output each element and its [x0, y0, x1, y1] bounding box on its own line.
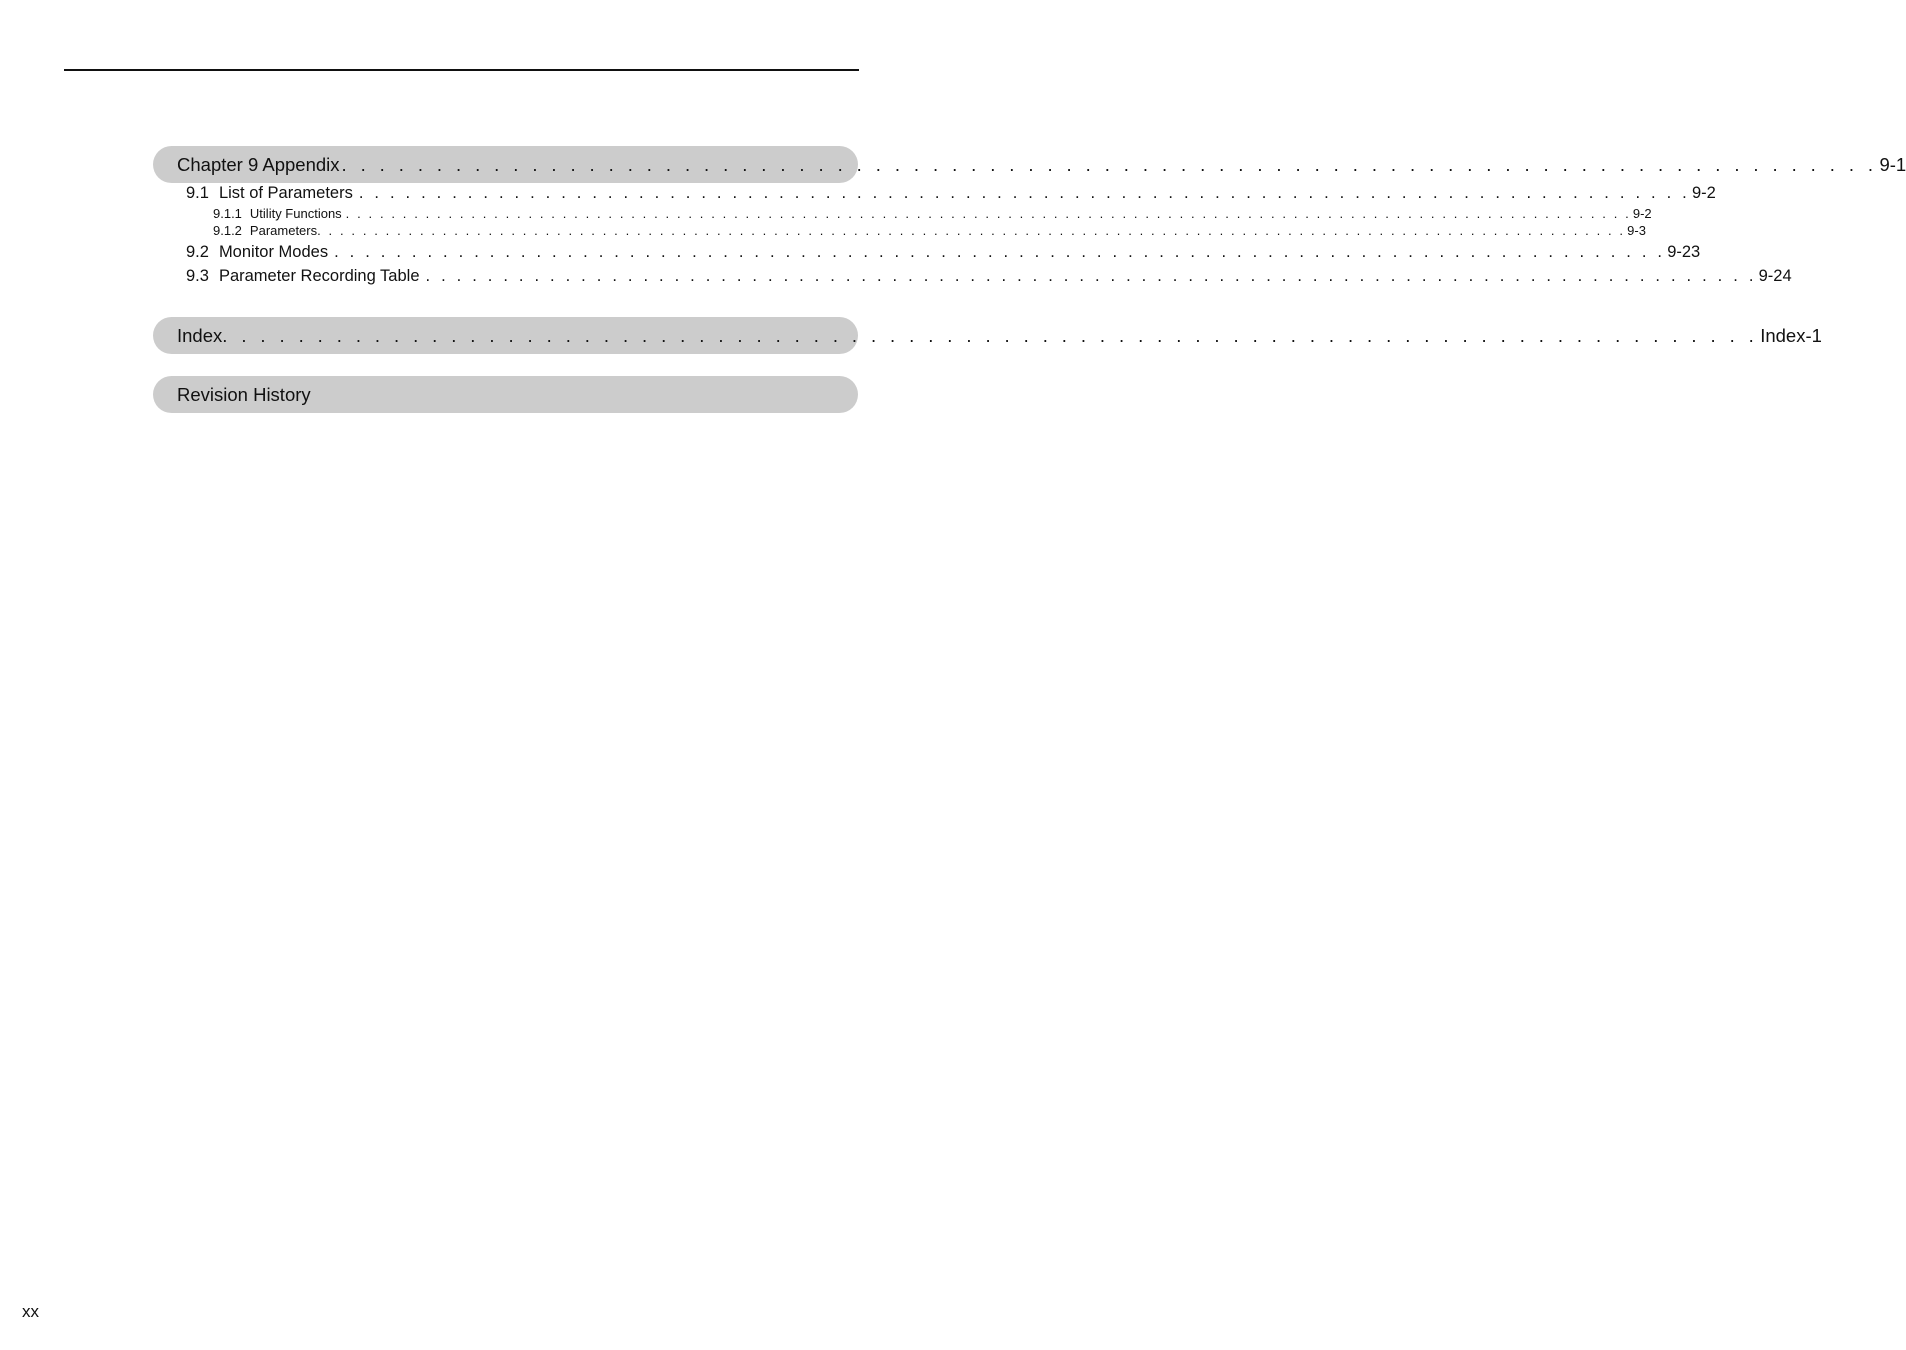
toc-chapter-9-band[interactable] — [153, 146, 1906, 183]
entry-title: Utility Functions — [249, 206, 342, 221]
index-page-number: Index-1 — [1760, 324, 1822, 346]
toc-entry-9-1-2[interactable] — [213, 223, 1646, 238]
entry-page-number: 9-2 — [1632, 206, 1652, 221]
dot-leader: . . . . . . . . . . . . . . . . . . . . . . . . . . . . . . . . . . . . . . . . . . . . . . . . . . . . . . . . . . . . . . . . . . . . . . . . . . . . . . . . . — [341, 153, 1878, 175]
dot-leader: . . . . . . . . . . . . . . . . . . . . . . . . . . . . . . . . . . . . . . . . . . . . . . . . . . . . . . . . . . . . . . . . . . . . . . . . . . . . . . . . . . . . . . . . . . . . . . . . . . . . . . . . . . . . . . . . . . . — [317, 223, 1626, 238]
dot-leader: . . . . . . . . . . . . . . . . . . . . . . . . . . . . . . . . . . . . . . . . . . . . . . . . . . . . . . . . . . . . . . . . . . . . . . . . . . . . . . . . . . . . . . — [334, 243, 1666, 261]
entry-number: 9.1.2 — [213, 223, 242, 238]
dot-leader: . . . . . . . . . . . . . . . . . . . . . . . . . . . . . . . . . . . . . . . . . . . . . . . . . . . . . . . . . . . . . . . . . . . . . . . . . . . . . . . . . . . . . . — [425, 267, 1757, 285]
index-title: Index — [177, 324, 223, 346]
dot-leader: . . . . . . . . . . . . . . . . . . . . . . . . . . . . . . . . . . . . . . . . . . . . . . . . . . . . . . . . . . . . . . . . . . . . . . . . . . . . . . . . . . . . . . . . . . . . . . . . . . . . . . . . . . . . . . . . . — [345, 206, 1631, 221]
entry-title: Parameters — [249, 223, 318, 238]
entry-title: Monitor Modes — [218, 243, 329, 261]
toc-entry-9-3[interactable] — [186, 267, 1792, 286]
chapter-page-number: 9-1 — [1879, 153, 1906, 175]
dot-leader: . . . . . . . . . . . . . . . . . . . . . . . . . . . . . . . . . . . . . . . . . . . . . . . . . . . . . . . . . . . . . . . . . . . . . . . . . . . . . . . . . — [222, 324, 1759, 346]
entry-title: Parameter Recording Table — [218, 267, 420, 285]
entry-page-number: 9-3 — [1627, 223, 1646, 238]
toc-index-band[interactable] — [153, 317, 1822, 354]
entry-page-number: 9-23 — [1667, 243, 1701, 261]
entry-number: 9.1 — [186, 184, 209, 202]
entry-number: 9.2 — [186, 243, 209, 261]
toc-entry-9-1-1[interactable] — [213, 206, 1652, 221]
toc-entry-9-1[interactable] — [186, 184, 1716, 203]
header-rule — [64, 69, 859, 71]
entry-page-number: 9-24 — [1758, 267, 1792, 285]
dot-leader: . . . . . . . . . . . . . . . . . . . . . . . . . . . . . . . . . . . . . . . . . . . . . . . . . . . . . . . . . . . . . . . . . . . . . . . . . . . . . . . . . . . . . . — [358, 184, 1690, 202]
entry-number: 9.1.1 — [213, 206, 242, 221]
entry-page-number: 9-2 — [1691, 184, 1716, 202]
page-number: xx — [22, 1302, 39, 1321]
revision-history-title: Revision History — [177, 383, 311, 405]
chapter-title: Chapter 9 Appendix — [177, 153, 340, 175]
toc-entry-9-2[interactable] — [186, 243, 1701, 262]
entry-number: 9.3 — [186, 267, 209, 285]
toc-revision-history-band[interactable] — [153, 376, 858, 413]
entry-title: List of Parameters — [218, 184, 353, 202]
